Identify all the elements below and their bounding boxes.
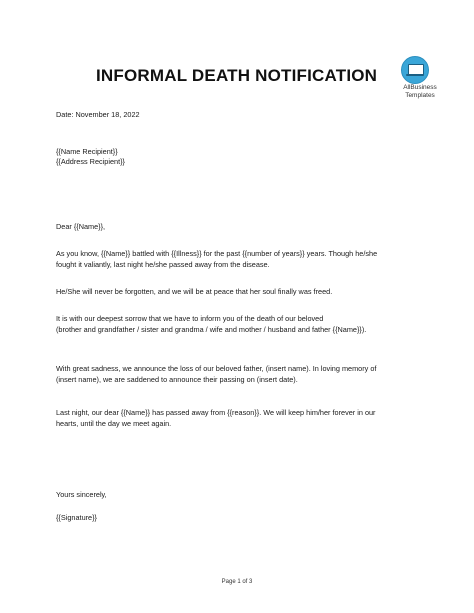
paragraph-1-line-1: As you know, {{Name}} battled with {{Illness}} for the past {{number of years}} years. Though he/she [56, 249, 378, 258]
page-number: Page 1 of 3 [221, 579, 253, 585]
logo-text [392, 84, 448, 100]
paragraph-2-line-1: He/She will never be forgotten, and we will be at peace that her soul finally was freed. [56, 287, 333, 296]
paragraph-3-line-1: It is with our deepest sorrow that we have to inform you of the death of our beloved [56, 314, 324, 323]
signature: {{Signature}} [56, 513, 97, 522]
paragraph-4-line-1: With great sadness, we announce the loss of our beloved father, (insert name). In loving memory of [56, 364, 377, 373]
recipient-address: {{Address Recipient}} [56, 157, 125, 166]
paragraph-5-line-2: hearts, until the day we meet again. [56, 419, 172, 428]
recipient-name: {{Name Recipient}} [56, 147, 118, 156]
document-title: INFORMAL DEATH NOTIFICATION [96, 66, 378, 85]
logo-line-1: AllBusiness [403, 84, 437, 91]
paragraph-4-line-2: (insert name), we are saddened to announce their passing on (insert date). [56, 375, 298, 384]
logo-line-2: Templates [405, 92, 435, 99]
paragraph-1-line-2: fought it valiantly, last night he/she passed away from the disease. [56, 260, 270, 269]
paragraph-5-line-1: Last night, our dear {{Name}} has passed away from {{reason}}. We will keep him/her forever in our [56, 408, 376, 417]
closing: Yours sincerely, [56, 490, 107, 499]
date-line: Date: November 18, 2022 [56, 110, 140, 119]
paragraph-3-line-2: (brother and grandfather / sister and grandma / wife and mother / husband and father {{Name}}). [56, 325, 367, 334]
laptop-icon [401, 56, 429, 84]
salutation: Dear {{Name}}, [56, 222, 106, 231]
allbusiness-templates-logo [392, 56, 442, 104]
